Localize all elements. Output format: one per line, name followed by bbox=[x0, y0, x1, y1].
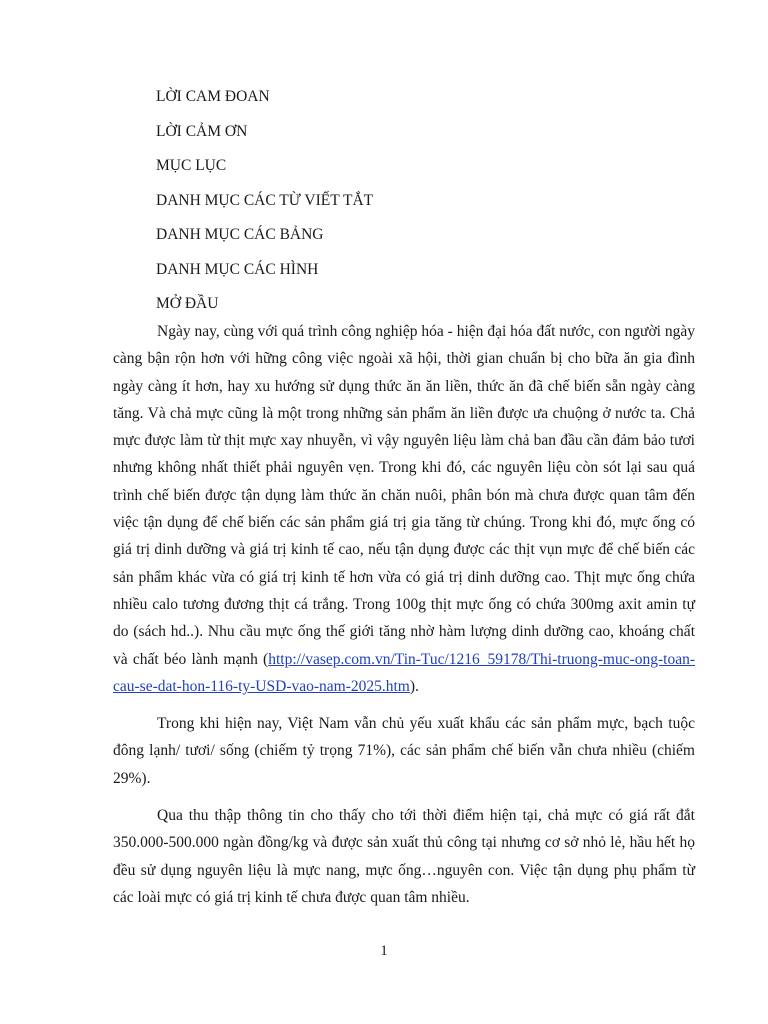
paragraph-1-text: Ngày nay, cùng với quá trình công nghiệp hóa - hiện đại hóa đất nước, con người ngày càng bận rộn hơn với hững công việc ngoài xã hội, thời gian chuẩn bị cho bữa ăn gia đình ngày càng ít hơn, hay xu hướng sử dụng thức ăn ăn liền, thức ăn đã chế biến sẵn ngày càng tăng. Và chả mực cũng là một trong những sản phẩm ăn liền được ưa chuộng ở nước ta. Chả mực được làm từ thịt mực xay nhuyễn, vì vậy nguyên liệu làm chả ban đầu cần đảm bảo tươi nhưng không nhất thiết phải nguyên vẹn. Trong khi đó, các nguyên liệu còn sót lại sau quá trình chế biến được tận dụng làm thức ăn chăn nuôi, phân bón mà chưa được quan tâm đến việc tận dụng để chế biến các sản phẩm giá trị gia tăng từ chúng. Trong khi đó, mực ống có giá trị dinh dưỡng và giá trị kinh tế cao, nếu tận dụng được các thịt vụn mực để chế biến các sản phẩm khác vừa có giá trị kinh tế hơn vừa có giá trị dinh dưỡng cao. Thịt mực ống chứa nhiều calo tương đương thịt cá trắng. Trong 100g thịt mực ống có chứa 300mg axit amin tự do (sách hd..). Nhu cầu mực ống thế giới tăng nhờ hàm lượng dinh dưỡng cao, khoáng chất và chất béo lành mạnh ( bbox=[113, 323, 695, 668]
paragraph-1-tail: ). bbox=[409, 677, 419, 695]
toc-item-loi-cam-on: LỜI CẢM ƠN bbox=[156, 122, 248, 140]
table-of-contents bbox=[156, 84, 696, 326]
paragraph-2: Trong khi hiện nay, Việt Nam vẫn chủ yếu xuất khẩu các sản phẩm mực, bạch tuộc đông lạnh/ tươi/ sống (chiếm tỷ trọng 71%), các sản phẩm chế biến vẫn chưa nhiều (chiếm 29%). bbox=[113, 715, 695, 787]
toc-item-loi-cam-doan: LỜI CAM ĐOAN bbox=[156, 88, 270, 105]
paragraph-1 bbox=[113, 318, 695, 700]
toc-item-tu-viet-tat: DANH MỤC CÁC TỪ VIẾT TẮT bbox=[156, 191, 374, 209]
paragraph-3: Qua thu thập thông tin cho thấy cho tới thời điểm hiện tại, chả mực có giá rất đắt 350.000-500.000 ngàn đồng/kg và được sản xuất thủ công tại nhưng cơ sở nhỏ lẻ, hầu hết họ đều sử dụng nguyên liệu là mực nang, mực ống…nguyên con. Việc tận dụng phụ phẩm từ các loài mực có giá trị kinh tế chưa được quan tâm nhiều. bbox=[113, 807, 695, 906]
toc-item-muc-luc: MỤC LỤC bbox=[156, 157, 227, 174]
page-number: 1 bbox=[380, 943, 388, 959]
toc-item-danh-muc-bang: DANH MỤC CÁC BẢNG bbox=[156, 226, 324, 243]
body-text bbox=[113, 318, 695, 921]
toc-item-danh-muc-hinh: DANH MỤC CÁC HÌNH bbox=[156, 260, 319, 278]
toc-item-mo-dau: MỞ ĐẦU bbox=[156, 295, 219, 312]
vasep-link[interactable]: http://vasep.com.vn/Tin-Tuc/1216_59178/Thi-truong-muc-ong-toan-cau-se-dat-hon-116-ty-USD-vao-nam-2025.htm bbox=[113, 650, 695, 695]
